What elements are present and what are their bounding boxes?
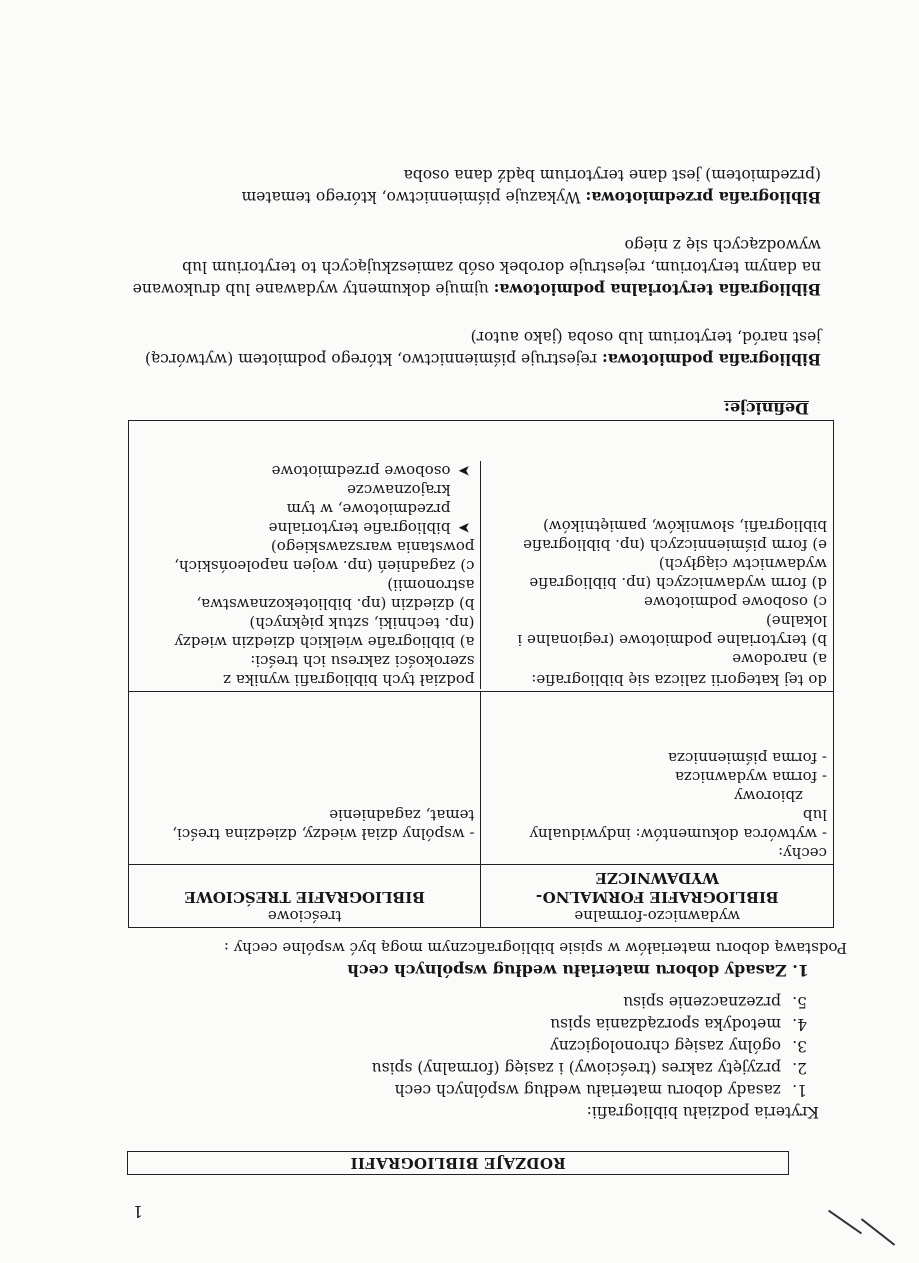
cell-line: astronomii) xyxy=(387,576,475,594)
header-title: WYDAWNICZE xyxy=(595,869,719,887)
cell-line: bibliografie terytorialne xyxy=(268,519,451,537)
features-cell xyxy=(129,692,482,865)
list-item xyxy=(372,1055,807,1077)
item-text: ogólny zasięg chronologiczny xyxy=(549,1037,781,1055)
cell-line: - forma wydawnicza xyxy=(675,768,827,786)
item-text: zasady doboru materiału według wspólnych cech xyxy=(394,1081,781,1099)
item-text: przyjęty zakres (treściowy) i zasięg (formalny) spisu xyxy=(371,1059,781,1077)
cell-line: powstania warszawskiego) xyxy=(270,538,475,556)
header-content xyxy=(129,865,482,928)
page-number: 1 xyxy=(132,1202,143,1221)
cell-line: b) dziedzin (np. bibliotekoznawstwa, xyxy=(196,595,475,613)
cell-line: c) zagadnień (np. wojen napoleońskich, xyxy=(174,557,475,575)
cell-line: zbiorowy xyxy=(734,787,803,805)
cell-line: - forma piśmiennicza xyxy=(668,749,827,767)
definition-subject xyxy=(121,326,821,370)
header-formal xyxy=(481,865,834,928)
pen-stroke xyxy=(828,1210,862,1235)
pen-stroke xyxy=(861,1218,895,1245)
list-item xyxy=(372,989,807,1011)
cell-line: e) form piśmienniczych (np. bibliografie xyxy=(523,536,827,554)
list-item xyxy=(372,1033,807,1055)
cell-line: osobowe przedmiotowe xyxy=(271,462,451,480)
categories-left xyxy=(482,461,834,668)
definition-term: Bibliografia podmiotowa: xyxy=(602,350,821,369)
section-heading: 1. Zasady doboru materiału według wspólnych cech xyxy=(347,961,809,980)
criteria-intro: Kryteria podziału bibliografii: xyxy=(586,1103,819,1121)
definition-term: Bibliografia przedmiotowa: xyxy=(585,188,821,207)
cell-line: - wspólny dział wiedzy, dziedzina treści, xyxy=(172,825,475,843)
table-row xyxy=(129,692,834,865)
arrow-bullet-icon: ➤ xyxy=(457,462,471,480)
cell-line: wydawnictw ciągłych) xyxy=(658,555,827,573)
table-header-row xyxy=(129,865,834,928)
cell-line: a) narodowe xyxy=(732,650,827,668)
criteria-list xyxy=(372,989,807,1099)
item-number: 4. xyxy=(792,1015,807,1033)
cell-line: b) terytorialne podmiotowe (regionalne i xyxy=(517,631,827,649)
cell-line: c) osobowe podmiotowe xyxy=(644,593,827,611)
features-cell xyxy=(481,692,834,865)
cell-line: lub xyxy=(802,806,827,824)
features-label: cechy: xyxy=(778,844,827,862)
header-title: BIBLIOGRAFIE TREŚCIOWE xyxy=(184,888,425,906)
definition-subject-matter xyxy=(121,164,821,208)
definition-term: Bibliografia terytorialna podmiotowa: xyxy=(493,280,821,299)
header-title: BIBLIOGRAFIE FORMALNO- xyxy=(535,888,779,906)
cell-line: krajoznawcze xyxy=(347,481,451,499)
categories-intro: do tej kategorii zalicza się bibliografie: xyxy=(531,671,827,689)
cell-line: przedmiotowe, w tym xyxy=(286,500,451,518)
item-number: 2. xyxy=(792,1059,807,1077)
cell-line: bibliografii, słowników, pamiętników) xyxy=(542,517,827,535)
list-item xyxy=(372,1077,807,1099)
arrow-bullet-icon: ➤ xyxy=(457,519,471,537)
item-number: 3. xyxy=(792,1037,807,1055)
categories-right xyxy=(129,461,482,689)
definition-text: ujmuje dokumenty wydawane lub drukowane na danym terytorium, rejestruje dorobek osób zamieszkujących to terytorium lub wywodzących się z niego xyxy=(132,236,821,298)
cell-line: (np. techniki, sztuk pięknych) xyxy=(249,614,475,632)
definitions-heading: Definicje: xyxy=(723,399,809,418)
cell-line: podział tych bibliografii wynika z xyxy=(223,671,475,689)
cell-line: szerokości zakresu ich treści: xyxy=(250,652,475,670)
cell-line: temat, zagadnienie xyxy=(329,806,475,824)
bibliography-types-table xyxy=(128,420,834,928)
cell-line: a) bibliografie wielkich dziedzin wiedzy xyxy=(174,633,475,651)
cell-line: d) form wydawniczych (np. bibliografie xyxy=(529,574,827,592)
item-number: 1. xyxy=(792,1081,807,1099)
table-row xyxy=(129,421,834,692)
cell-line: - wytwórca dokumentów: indywidualny xyxy=(529,825,827,843)
definition-text: rejestruje piśmiennictwo, którego podmiotem (wytwórcą) jest naród, terytorium lub osoba (jako autor) xyxy=(144,328,821,368)
list-item xyxy=(372,1011,807,1033)
definition-text: Wykazuje piśmiennictwo, którego tematem (przedmiotem) jest dane terytorium bądź dana osoba xyxy=(241,166,821,206)
item-text: przeznaczenie spisu xyxy=(623,993,781,1011)
arrow-list-item xyxy=(135,461,475,480)
page-title: RODZAJE BIBLIOGRAFII xyxy=(127,1151,789,1175)
definition-territorial xyxy=(121,234,821,300)
categories-cell xyxy=(129,421,834,692)
section-intro: Podstawą doboru materiałów w spisie bibliograficznym mogą być wspólne cechy : xyxy=(223,939,847,957)
cell-line: lokalne) xyxy=(765,612,827,630)
item-text: metodyka sporządzania spisu xyxy=(550,1015,781,1033)
arrow-list-item xyxy=(135,480,475,537)
header-subhead: treściowe xyxy=(267,907,342,925)
header-subhead: wydawniczo-formalne xyxy=(574,907,741,925)
item-number: 5. xyxy=(792,993,807,1011)
